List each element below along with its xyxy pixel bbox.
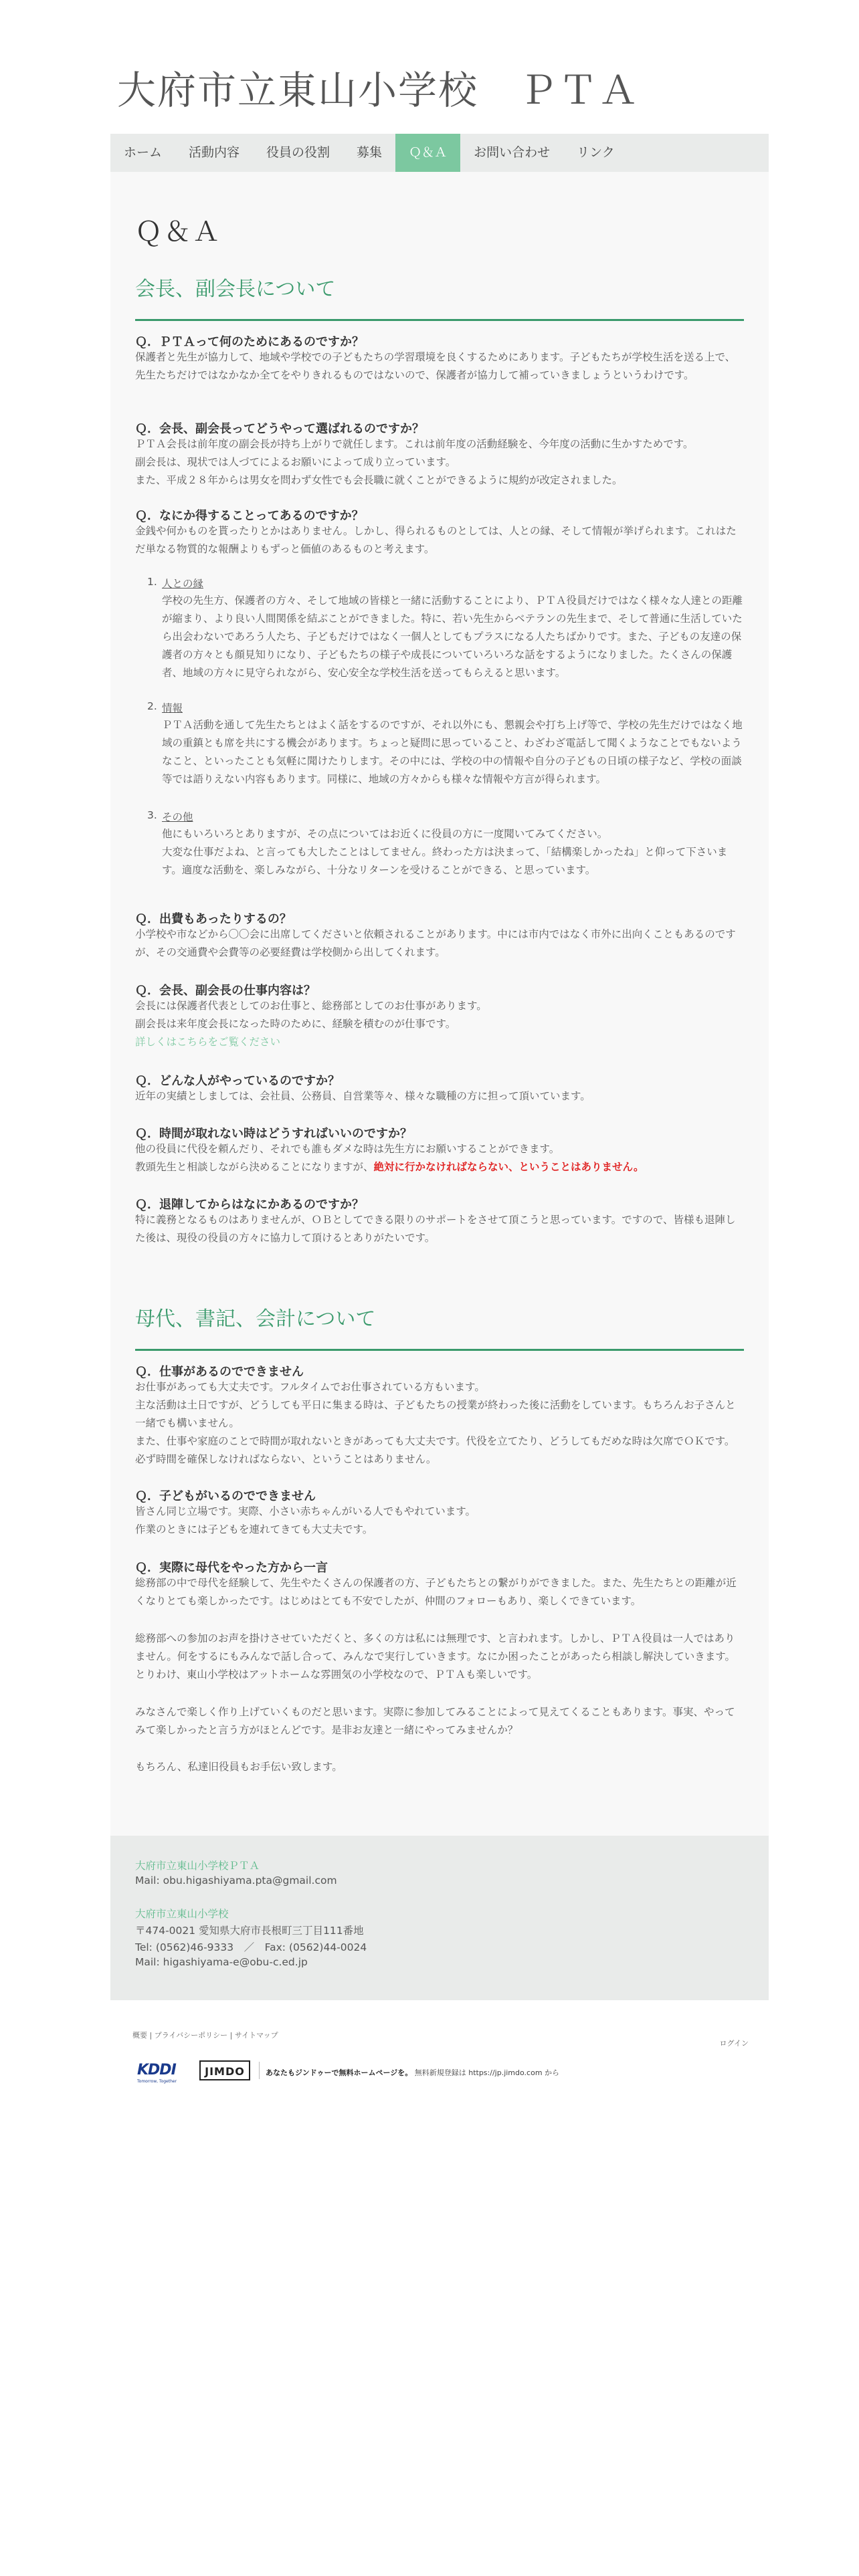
- question: Ｑ．なにか得することってあるのですか？: [135, 509, 364, 523]
- footer-address: 〒474-0021 愛知県大府市長根町三丁目111番地: [135, 1925, 364, 1937]
- nav-recruitment[interactable]: 募集: [357, 145, 383, 160]
- question: Ｑ．仕事があるのでできません: [135, 1365, 304, 1379]
- nav-links[interactable]: リンク: [577, 145, 615, 160]
- footer-mail-pta[interactable]: Mail: obu.higashiyama.pta@gmail.com: [135, 1874, 337, 1887]
- divider: [259, 2062, 260, 2079]
- answer: ＰＴＡ会長は前年度の副会長が持ち上がりで就任します。これは前年度の活動経験を、今年度の活動に生かすためです。 副会長は、現状では人づてによるお願いによって成り立っています。 また、平成２８年からは男女を問わず女性でも会長職に就くことができるように規約が改定されました。: [135, 438, 694, 486]
- question: Ｑ．会長、副会長の仕事内容は？: [135, 984, 316, 998]
- answer: 保護者と先生が協力して、地域や学校での子どもたちの学習環境を良くするためにあります。子どもたちが学校生活を送る上で、先生たちだけではなかなか全てをやりきれるものではないので、保護者が協力して補っていきましょうというわけです。: [135, 351, 736, 381]
- list-body: 他にもいろいろとありますが、その点についてはお近くに役員の方に一度聞いてみてください。 大変な仕事だよね、と言っても大したことはしてません。終わった方は決まって、「結構楽しかったね」と仰って下さいます。適度な活動を、楽しみながら、十分なリターンを受けることができる、と思っています。: [162, 828, 728, 876]
- login-link[interactable]: ログイン: [719, 2039, 749, 2048]
- answer: 特に義務となるものはありませんが、ＯＢとしてできる限りのサポートをさせて頂こうと思っています。ですので、皆様も退陣した後は、現役の役員の方々に協力して頂けるとありがたいです。: [135, 1214, 736, 1244]
- question: Ｑ．会長、副会長ってどうやって選ばれるのですか？: [135, 422, 424, 436]
- answer: [135, 1158, 744, 1176]
- kddi-logo[interactable]: KDDI: [137, 2062, 176, 2078]
- answer: 他の役員に代役を頼んだり、それでも誰もダメな時は先生方にお願いすることができます。: [135, 1143, 560, 1155]
- list-label-other: その他: [162, 811, 193, 823]
- list-body: ＰＴＡ活動を通して先生たちとはよく話をするのですが、それ以外にも、懇親会や打ち上げ等で、学校の先生だけではなく地域の重鎮とも席を共にする機会があります。ちょっと疑問に思っていること、わざわざ電話して聞くようなことでもないようなこと、といったことも気軽に聞けたりします。その中には、学校の中の情報や自分の子どもの日頃の様子など、学校の面談等では語りえない内容もあります。同様に、地域の方々からも様々な情報や方言が得られます。: [162, 719, 743, 785]
- main-content: [110, 172, 769, 1836]
- answer: 皆さん同じ立場です。実際、小さい赤ちゃんがいる人でもやれています。 作業のときには子どもを連れてきても大丈夫です。: [135, 1505, 476, 1535]
- kddi-tagline: Tomorrow, Together: [137, 2079, 177, 2084]
- list-number: 3.: [147, 809, 157, 821]
- jimdo-logo[interactable]: JIMDO: [199, 2060, 250, 2080]
- promo-bold: あなたもジンドゥーで無料ホームページを。: [266, 2068, 413, 2077]
- answer: 金銭や何かものを貰ったりとかはありません。しかし、得られるものとしては、人との縁、そして情報が挙げられます。これはただ単なる物質的な報酬よりもずっと価値のあるものと考えます。: [135, 525, 737, 555]
- footer-org-pta: 大府市立東山小学校ＰＴＡ: [135, 1860, 260, 1872]
- list-number: 1.: [147, 576, 157, 588]
- footer-mail-school[interactable]: Mail: higashiyama-e@obu-c.ed.jp: [135, 1956, 308, 1968]
- list-label-information: 情報: [162, 702, 183, 714]
- answer: 小学校や市などから〇〇会に出席してくださいと依頼されることがあります。中には市内ではなく市外に出向くこともあるのですが、その交通費や会費等の必要経費は学校側から出してくれます。: [135, 928, 736, 958]
- nav-officer-roles[interactable]: 役員の役割: [266, 145, 330, 160]
- question: Ｑ．退陣してからはなにかあるのですか？: [135, 1198, 364, 1212]
- answer: お仕事があっても大丈夫です。フルタイムでお仕事されている方もいます。 主な活動は土日ですが、どうしても平日に集まる時は、子どもたちの授業が終わった後に活動をしています。もちろんお子さんと一緒でも構いません。 また、仕事や家庭のことで時間が取れないときがあっても大丈夫です。代役を立てたり、どうしてもだめな時は欠席でＯＫです。必ず時間を確保しなければならない、ということはありません。: [135, 1381, 736, 1465]
- section-heading-officers: 母代、書記、会計について: [135, 1302, 744, 1351]
- list-number: 2.: [147, 700, 157, 712]
- question: Ｑ．実際に母代をやった方から一言: [135, 1561, 328, 1575]
- question: Ｑ．出費もあったりするの？: [135, 912, 292, 926]
- answer: 総務部の中で母代を経験して、先生やたくさんの保護者の方、子どもたちとの繋がりができました。また、先生たちとの距離が近くなりとても楽しかったです。はじめはとても不安でしたが、仲間のフォローもあり、楽しくできています。: [135, 1577, 737, 1607]
- main-nav: [110, 134, 769, 172]
- nav-home[interactable]: ホーム: [124, 145, 163, 160]
- answer: 近年の実績としましては、会社員、公務員、自営業等々、様々な職種の方に担って頂いています。: [135, 1090, 591, 1102]
- site-footer: [110, 1836, 769, 2000]
- answer: もちろん、私達旧役員もお手伝い致します。: [135, 1761, 343, 1773]
- answer: みなさんで楽しく作り上げていくものだと思います。実際に参加してみることによって見えてくることもあります。事実、やってみて楽しかったと言う方がほとんどです。是非お友達と一緒にやってみませんか？: [135, 1706, 735, 1736]
- list-label-relationships: 人との縁: [162, 578, 204, 590]
- nav-activities[interactable]: 活動内容: [189, 145, 240, 160]
- answer-text: 教頭先生と相談しながら決めることになりますが、: [135, 1161, 374, 1173]
- nav-qa[interactable]: Ｑ＆Ａ: [395, 134, 460, 172]
- section-heading-president: 会長、副会長について: [135, 272, 744, 321]
- promo-text: 無料新規登録は https://jp.jimdo.com から: [414, 2068, 560, 2077]
- answer: 会長には保護者代表としてのお仕事と、総務部としてのお仕事があります。 副会長は来年度会長になった時のために、経験を積むのが仕事です。: [135, 1000, 487, 1030]
- footer-phone: Tel: (0562)46-9333 ／ Fax: (0562)44-0024: [135, 1941, 367, 1953]
- answer: 総務部への参加のお声を掛けさせていただくと、多くの方は私には無理です、と言われます。しかし、ＰＴＡ役員は一人ではありません。何をするにもみんなで話し合って、みんなで実行していきます。なにか困ったことがあったら相談し解決していきます。とりわけ、東山小学校はアットホームな雰囲気の小学校なので、ＰＴＡも楽しいです。: [135, 1632, 735, 1681]
- warning-text: 絶対に行かなければならない、ということはありません。: [373, 1161, 644, 1173]
- question: Ｑ．ＰＴＡって何のためにあるのですか？: [135, 335, 364, 349]
- page-title: Ｑ＆Ａ: [135, 217, 221, 247]
- bottom-bar: [110, 2000, 769, 2087]
- question: Ｑ．時間が取れない時はどうすればいいのですか？: [135, 1127, 412, 1141]
- question: Ｑ．どんな人がやっているのですか？: [135, 1074, 340, 1088]
- details-link[interactable]: 詳しくはこちらをご覧ください: [135, 1036, 281, 1048]
- footer-org-school: 大府市立東山小学校: [135, 1908, 229, 1920]
- legal-links[interactable]: 概要 | プライバシーポリシー | サイトマップ: [132, 2031, 278, 2040]
- list-body: 学校の先生方、保護者の方々、そして地域の皆様と一緒に活動することにより、ＰＴＡ役員だけではなく様々な人達との距離が縮まり、より良い人間関係を結ぶことができました。特に、若い先生からベテランの先生まで、そして普通に生活していたら出会わないであろう人たち、子どもだけではなく一個人としてもプラスになる人たちばかりです。また、子どもの友達の保護者の方々とも顔見知りになり、子どもたちの様子や成長についていろいろな話をするようになりました。たくさんの保護者、地域の方々に見守られながら、安心安全な学校生活を送ってもらえると思います。: [162, 595, 743, 679]
- nav-contact[interactable]: お問い合わせ: [474, 145, 551, 160]
- jimdo-promo[interactable]: [266, 2067, 559, 2078]
- question: Ｑ．子どもがいるのでできません: [135, 1489, 316, 1503]
- site-title[interactable]: 大府市立東山小学校 ＰＴＡ: [117, 68, 640, 113]
